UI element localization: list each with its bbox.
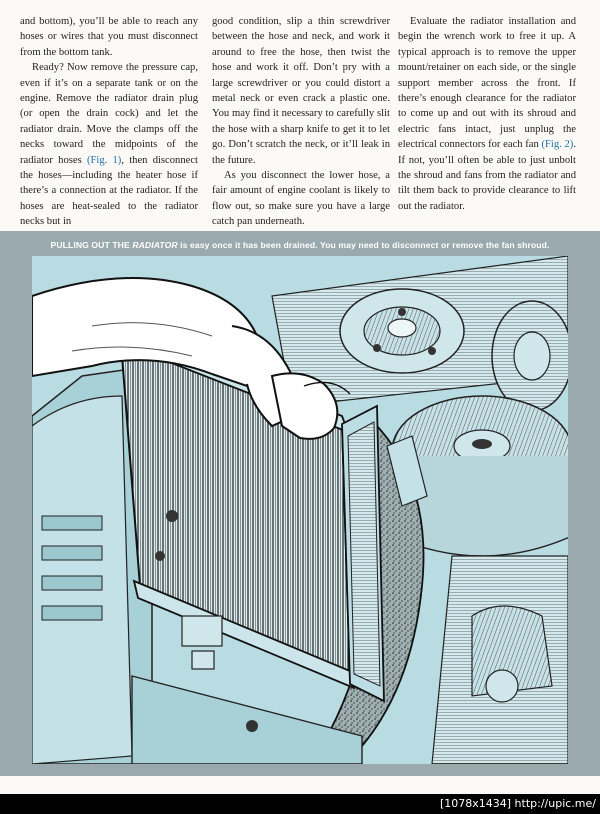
radiator-engine-bay-drawing — [32, 256, 568, 764]
figure-reference: (Fig. 2) — [541, 139, 574, 151]
paragraph: Ready? Now remove the pressure cap, even if it’s on a separate tank or on the engine. Remove the radiator drain plug (or open the drain cock) and let the radiator drain. Move the clamps off the necks toward the midpoints of the radiator hoses (Fig. 1), then disconnect the hoses—including the heater hose if there’s a connection at the radiator. If the hoses are heat-sealed to the radiator necks but in — [20, 62, 198, 228]
paragraph: As you disconnect the lower hose, a fair amount of engine coolant is likely to flow out, so make sure you have a large catch pan underneath. — [212, 170, 390, 228]
figure-reference: (Fig. 1) — [86, 154, 122, 166]
paragraph: and bottom), you’ll be able to reach any hoses or wires that you must disconnect from the bottom tank. — [20, 16, 198, 58]
radiator-illustration — [32, 256, 568, 764]
article-body — [16, 14, 586, 226]
paragraph: good condition, slip a thin screwdriver between the hose and neck, and work it around to free the hose, then twist the hose and work it off. Don’t pry with a large screwdriver or you could distort a metal neck or even crack a plastic one. You may find it necessary to carefully slit the hose with a sharp knife to get it to let go. Don’t scratch the neck, or it’ll leak in the future. — [212, 16, 390, 166]
text-column-2 — [212, 14, 390, 230]
text-column-3 — [398, 14, 576, 214]
source-label: [1078x1434] http://upic.me/ — [439, 797, 596, 810]
paragraph: Evaluate the radiator installation and begin the wrench work to free it up. A typical approach is to remove the upper mount/retainer on each side, or the single support member across the front. If there’s enough clearance for the radiator to come up and out with its shroud and electric fans intact, just unplug the electrical connectors for each fan (Fig. 2). If not, you’ll often be able to just unbolt the shroud and fans from the radiator and tilt them back to provide clearance to lift out the radiator. — [398, 16, 576, 212]
text-column-1 — [20, 14, 198, 230]
figure-caption: PULLING OUT THE RADIATOR is easy once it has been drained. You may need to disconnect or remove the fan shroud. — [50, 240, 550, 250]
